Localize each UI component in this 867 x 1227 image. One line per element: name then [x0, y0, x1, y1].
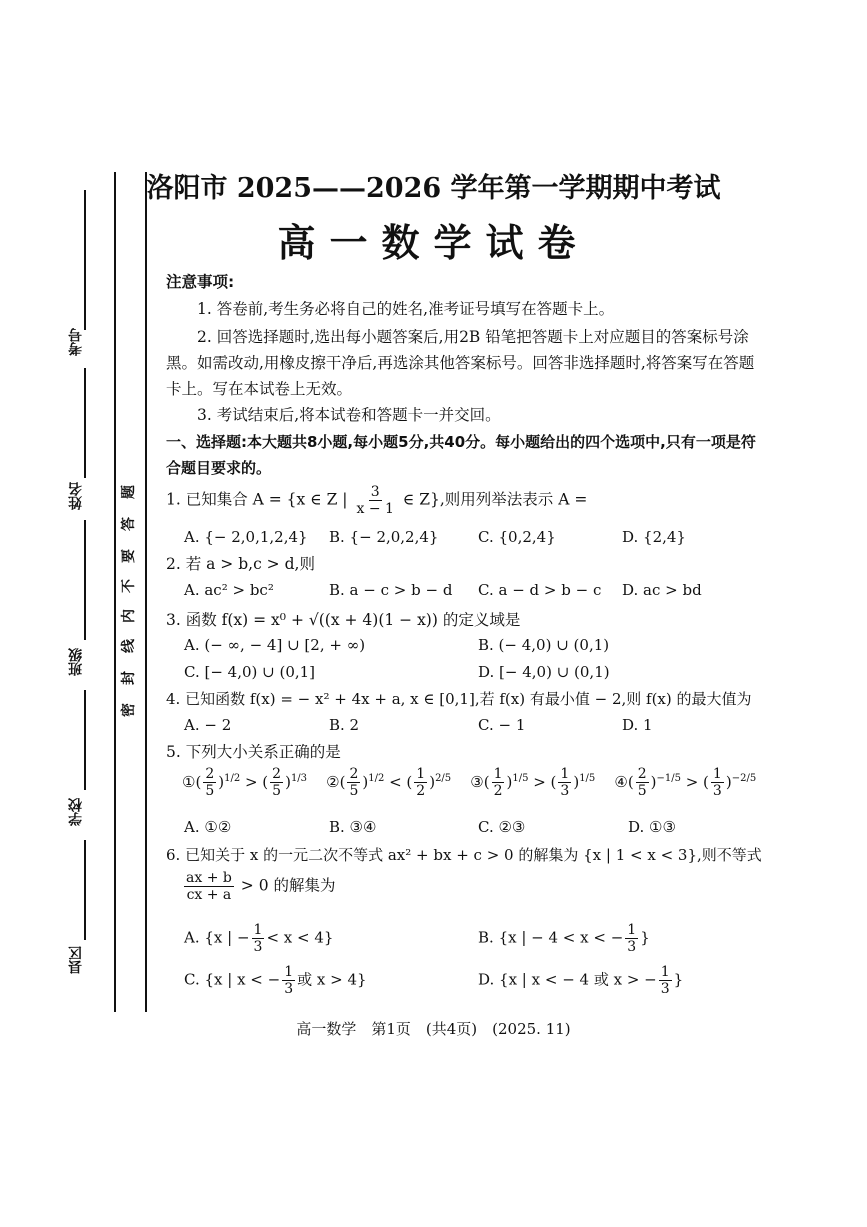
section1-line2: 合题目要求的。 — [166, 459, 272, 477]
question-6-option-d: D. {x | x < − 4 或 x > − $\frac{1}{3}$ } — [478, 964, 684, 997]
exam-title: 洛阳市 2025——2026 学年第一学期期中考试 — [146, 173, 721, 204]
question-1-stem: 1. 已知集合 A = {x ∈ Z | $\frac{3}{x - 1}$ ∈ Z},则用列举法表示 A = — [166, 484, 588, 517]
question-5-statements — [182, 766, 756, 799]
paper-subtitle: 高一数学试卷 — [277, 220, 590, 265]
school-line — [84, 690, 86, 790]
question-5-option-a: A. ①② — [184, 818, 232, 836]
section1-line1: 一、选择题:本大题共8小题,每小题5分,共40分。每小题给出的四个选项中,只有一项是符 — [166, 433, 756, 451]
question-1-option-b: B. {− 2,0,2,4} — [329, 528, 439, 546]
question-3-option-d: D. [− 4,0) ∪ (0,1) — [478, 663, 610, 681]
statement-3: ③( $\frac{1}{2}$ )$^{1/5}$ > ( $\frac{1}{3}$ )$^{1/5}$ — [470, 766, 596, 799]
question-3-option-c: C. [− 4,0) ∪ (0,1] — [184, 663, 316, 681]
statement-2: ②( $\frac{2}{5}$ )$^{1/2}$ < ( $\frac{1}{2}$ )$^{2/5}$ — [326, 766, 452, 799]
page-footer: 高一数学 第1页 (共4页) (2025. 11) — [296, 1020, 571, 1038]
question-6-option-a: A. {x | − $\frac{1}{3}$ < x < 4} — [184, 922, 334, 955]
seal-line-left — [114, 172, 116, 1012]
question-1-fraction: $\frac{3}{x - 1}$ — [356, 484, 394, 517]
notice-item-2-cont: 黑。如需改动,用橡皮擦干净后,再选涂其他答案标号。回答非选择题时,将答案写在答题 — [166, 354, 755, 372]
question-6-option-b: B. {x | − 4 < x < − $\frac{1}{3}$ } — [478, 922, 650, 955]
question-2-option-d: D. ac > bd — [622, 581, 702, 599]
question-4-option-a: A. − 2 — [184, 716, 232, 734]
question-1-option-c: C. {0,2,4} — [478, 528, 556, 546]
question-2-option-b: B. a − c > b − d — [329, 581, 453, 599]
question-1-option-d: D. {2,4} — [622, 528, 686, 546]
question-3-stem: 3. 函数 f(x) = x⁰ + √((x + 4)(1 − x)) 的定义域是 — [166, 611, 521, 629]
class-line — [84, 520, 86, 640]
question-1-option-a: A. {− 2,0,1,2,4} — [184, 528, 308, 546]
question-2-option-c: C. a − d > b − c — [478, 581, 602, 599]
notice-heading: 注意事项: — [166, 273, 235, 291]
question-5-option-b: B. ③④ — [329, 818, 377, 836]
question-3-option-a: A. (− ∞, − 4] ∪ [2, + ∞) — [184, 636, 366, 654]
statement-1: ①( $\frac{2}{5}$ )$^{1/2}$ > ( $\frac{2}{5}$ )$^{1/3}$ — [182, 766, 308, 799]
notice-item-3: 3. 考试结束后,将本试卷和答题卡一并交回。 — [197, 406, 501, 424]
statement-4: ④( $\frac{2}{5}$ )$^{-1/5}$ > ( $\frac{1}{3}$ )$^{-2/5}$ — [614, 766, 757, 799]
question-6-stem-cont: $\frac{ax + b}{cx + a}$ > 0 的解集为 — [186, 870, 336, 903]
notice-item-1: 1. 答卷前,考生务必将自己的姓名,准考证号填写在答题卡上。 — [197, 300, 615, 318]
question-6-stem: 6. 已知关于 x 的一元二次不等式 ax² + bx + c > 0 的解集为 {x | 1 < x < 3},则不等式 — [166, 846, 762, 864]
question-5-stem: 5. 下列大小关系正确的是 — [166, 743, 341, 761]
question-4-option-b: B. 2 — [329, 716, 360, 734]
question-3-option-b: B. (− 4,0) ∪ (0,1) — [478, 636, 610, 654]
name-line — [84, 368, 86, 478]
notice-item-2-end: 卡上。写在本试卷上无效。 — [166, 380, 353, 398]
county-label: 县区 — [68, 946, 84, 974]
name-label: 姓名 — [68, 482, 84, 510]
class-label: 班级 — [68, 648, 84, 676]
question-4-stem: 4. 已知函数 f(x) = − x² + 4x + a, x ∈ [0,1],若 f(x) 有最小值 − 2,则 f(x) 的最大值为 — [166, 690, 752, 708]
question-6-option-c: C. {x | x < − $\frac{1}{3}$ 或 x > 4} — [184, 964, 367, 997]
question-6-fraction: $\frac{ax + b}{cx + a}$ — [186, 870, 232, 903]
question-4-option-d: D. 1 — [622, 716, 653, 734]
question-5-option-d: D. ①③ — [628, 818, 676, 836]
exam-number-label: 考号 — [68, 328, 84, 356]
question-2-option-a: A. ac² > bc² — [184, 581, 274, 599]
notice-item-2: 2. 回答选择题时,选出每小题答案后,用2B 铅笔把答题卡上对应题目的答案标号涂 — [197, 328, 749, 346]
school-label: 学校 — [68, 798, 84, 826]
question-4-option-c: C. − 1 — [478, 716, 526, 734]
seal-line-right — [145, 172, 147, 1012]
question-2-stem: 2. 若 a > b,c > d,则 — [166, 555, 315, 573]
question-5-option-c: C. ②③ — [478, 818, 526, 836]
county-line — [84, 840, 86, 940]
